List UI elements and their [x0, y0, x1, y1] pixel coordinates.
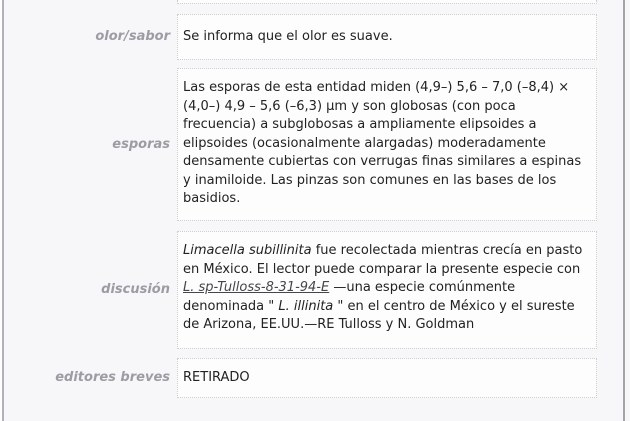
discusion-paragraph — [183, 242, 591, 335]
editores-breves-paragraph — [183, 369, 250, 388]
species-name-italic: Limacella subillinita — [183, 243, 312, 258]
row-content-editores-breves — [177, 358, 597, 398]
species-name-italic: L. illinita — [278, 298, 334, 314]
row-content-discusion — [177, 231, 597, 349]
editores-breves-text: RETIRADO — [183, 369, 250, 385]
olor-sabor-paragraph — [183, 28, 393, 47]
row-content-esporas — [177, 68, 597, 221]
discusion-text: fue recolectada mientras crecía en pasto en México. El lector puede comparar la presente especie con — [183, 243, 583, 277]
discusion-text: " en el centro de México y el sureste de Arizona, EE.UU.—RE Tulloss y N. Goldman — [183, 298, 575, 332]
esporas-paragraph — [183, 79, 591, 209]
row-content-top-partial — [177, 0, 597, 4]
row-label-editores-breves: editores breves — [55, 370, 170, 385]
row-label-discusion: discusión — [101, 282, 170, 297]
species-link[interactable]: L. sp-Tulloss-8-31-94-E — [183, 280, 330, 295]
row-label-olor-sabor: olor/sabor — [95, 29, 170, 44]
discusion-text: —una especie comúnmente denominada " — [183, 280, 516, 314]
olor-sabor-text: Se informa que el olor es suave. — [183, 28, 393, 44]
right-border-rule — [623, 0, 625, 421]
esporas-text: Las esporas de esta entidad miden (4,9–) 5,6 – 7,0 (–8,4) × (4,0–) 4,9 – 5,6 (–6,3) µm y son globosas (con poca frecuencia) a subglobosas a ampliamente elipsoides a elipsoides (ocasionalmente alargadas) moderadamente densamente cubiertas con verrugas finas similares a espinas y inamiloide. Las pinzas son comunes en las bases de los basidios. — [183, 80, 582, 206]
row-content-olor-sabor — [177, 14, 597, 60]
row-label-esporas: esporas — [112, 136, 170, 152]
